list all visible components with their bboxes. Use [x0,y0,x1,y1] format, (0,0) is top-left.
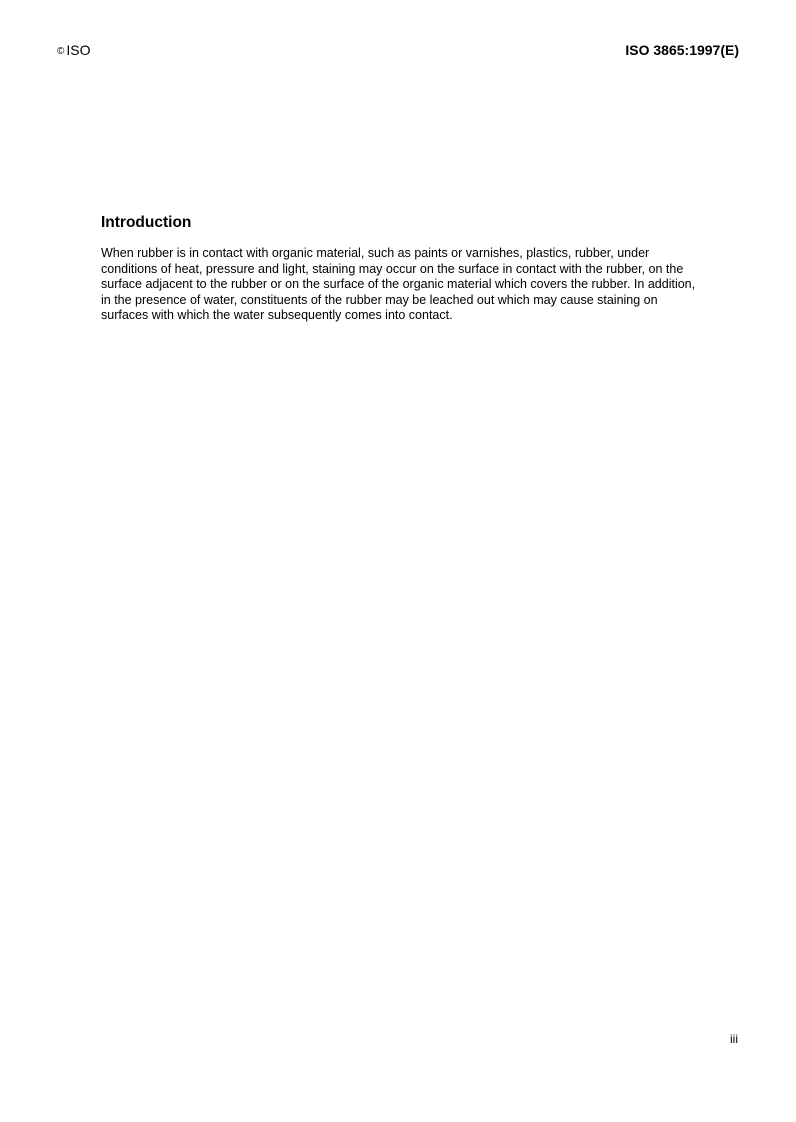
paragraph-line: surfaces with which the water subsequently comes into contact. [101,308,453,323]
introduction-paragraph [101,246,751,324]
document-identifier: ISO 3865:1997(E) [625,42,739,58]
paragraph-line: in the presence of water, constituents of the rubber may be leached out which may cause staining on [101,292,658,307]
organization-name: ISO [66,42,91,58]
paragraph-line: conditions of heat, pressure and light, staining may occur on the surface in contact with the rubber, on the [101,261,684,276]
section-title: Introduction [101,214,192,231]
copyright-symbol: © [57,46,65,57]
paragraph-line: When rubber is in contact with organic material, such as paints or varnishes, plastics, rubber, under [101,246,650,260]
paragraph-line: surface adjacent to the rubber or on the surface of the organic material which covers the rubber. In addition, [101,277,696,292]
copyright-notice [57,41,91,61]
page-number: iii [730,1032,738,1046]
